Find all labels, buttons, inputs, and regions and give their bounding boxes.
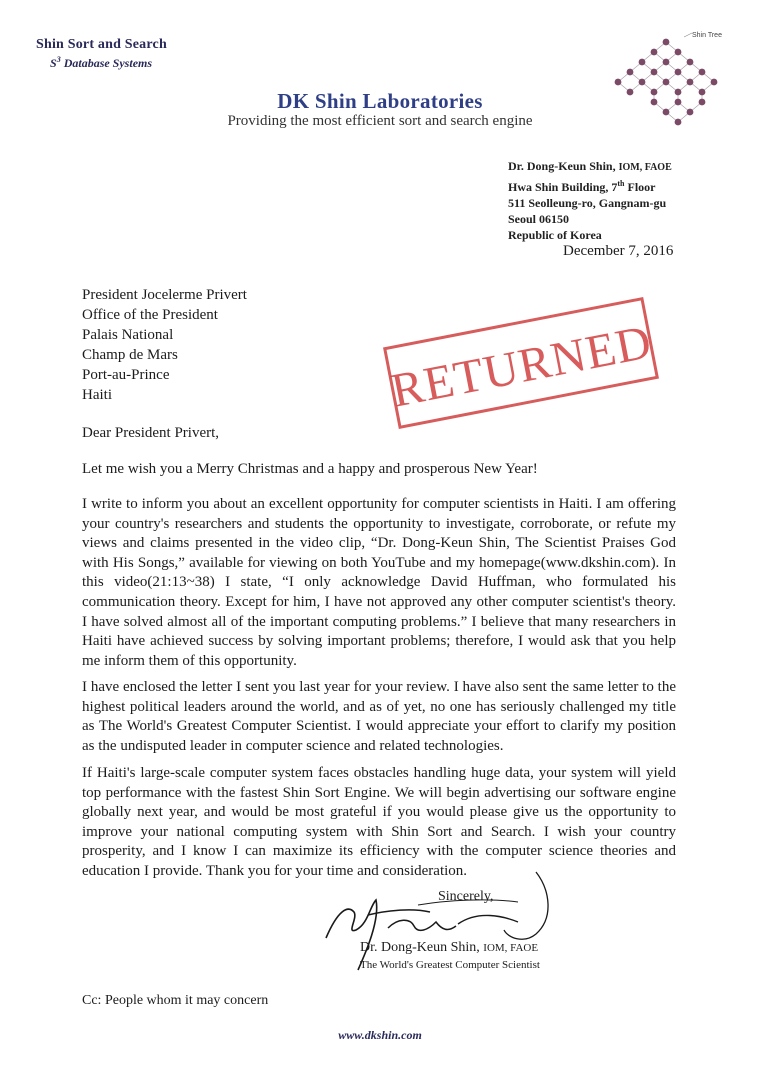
- logo-dot: [627, 89, 634, 96]
- logo-dot: [699, 89, 706, 96]
- sender-name-line: [508, 158, 672, 176]
- logo-dot: [651, 69, 658, 76]
- brand-name: Shin Sort and Search: [36, 37, 167, 52]
- sender-credentials: IOM, FAOE: [618, 162, 672, 173]
- logo-dot: [651, 49, 658, 56]
- sender-building-suffix: Floor: [624, 180, 656, 194]
- logo-dot: [699, 69, 706, 76]
- shin-tree-logo: [606, 28, 726, 132]
- logo-dot: [639, 79, 646, 86]
- closing: Sincerely,: [438, 889, 494, 904]
- logo-label: Shin Tree: [692, 32, 722, 39]
- logo-dot: [675, 119, 682, 126]
- stamp-text: RETURNED: [387, 315, 657, 418]
- logo-dot: [663, 79, 670, 86]
- recipient-line: Port-au-Prince: [82, 367, 170, 383]
- logo-dot: [711, 79, 718, 86]
- sender-name: Dr. Dong-Keun Shin,: [508, 159, 616, 173]
- signer-title: The World's Greatest Computer Scientist: [360, 959, 540, 971]
- lab-tagline: Providing the most efficient sort and search engine: [227, 113, 533, 129]
- handwritten-signature: [318, 860, 558, 975]
- sender-address: [508, 158, 672, 243]
- recipient-line: President Jocelerme Privert: [82, 287, 247, 303]
- website-footer: www.dkshin.com: [338, 1028, 422, 1042]
- recipient-line: Palais National: [82, 327, 174, 343]
- logo-dot: [675, 69, 682, 76]
- recipient-address: [82, 285, 247, 405]
- logo-dot: [639, 59, 646, 66]
- signer-name-line: [360, 940, 538, 956]
- brand-subtitle-text: Database Systems: [63, 56, 153, 70]
- body-paragraph: I have enclosed the letter I sent you last year for your review. I have also sent the same letter to the highest political leaders around the world, and as of yet, no one has seriously challenged my title as The World's Greatest Computer Scientist. I would appreciate your effort to clarify my position as the undisputed leader in computer science and related technologies.: [82, 679, 676, 754]
- salutation: Dear President Privert,: [82, 425, 220, 441]
- signer-name: Dr. Dong-Keun Shin,: [360, 940, 480, 955]
- logo-dot: [675, 49, 682, 56]
- sender-building-sup: th: [617, 179, 625, 188]
- lab-title: DK Shin Laboratories: [277, 89, 483, 113]
- logo-dot: [675, 99, 682, 106]
- returned-stamp: [381, 295, 660, 431]
- logo-dot: [627, 69, 634, 76]
- brand-mark-sup: 3: [56, 55, 61, 64]
- logo-dot: [651, 99, 658, 106]
- sender-street: 511 Seolleung-ro, Gangnam-gu: [508, 196, 667, 210]
- logo-dot: [663, 109, 670, 116]
- cc-line: Cc: People whom it may concern: [82, 993, 269, 1008]
- brand-mark: S: [50, 56, 57, 70]
- logo-dot: [687, 109, 694, 116]
- logo-dot: [651, 89, 658, 96]
- logo-dot: [663, 39, 670, 46]
- sender-city: Seoul 06150: [508, 212, 570, 226]
- recipient-line: Office of the President: [82, 307, 218, 323]
- body-paragraph: Let me wish you a Merry Christmas and a happy and prosperous New Year!: [82, 461, 538, 477]
- signer-credentials: IOM, FAOE: [483, 942, 539, 954]
- logo-dot: [675, 89, 682, 96]
- brand-subtitle: [50, 55, 152, 71]
- body-paragraph: If Haiti's large-scale computer system faces obstacles handling huge data, your system will yield top performance with the fastest Shin Sort Engine. We will begin advertising our software engine globally next year, and would be most grateful if you would please give us the opportunity to improve your national computing system with Shin Sort and Search. I wish your country prosperity, and I know I can maximize its efficiency with the computer science theories and education I provide. Thank you for your time and consideration.: [82, 765, 676, 879]
- logo-dot: [687, 59, 694, 66]
- letter-date: December 7, 2016: [563, 243, 674, 259]
- logo-dot: [687, 79, 694, 86]
- sender-building-line: [508, 176, 672, 195]
- recipient-line: Haiti: [82, 387, 112, 403]
- recipient-line: Champ de Mars: [82, 347, 178, 363]
- logo-dot: [615, 79, 622, 86]
- body-paragraph: I write to inform you about an excellent opportunity for computer scientists in Haiti. I am offering your country's researchers and students the opportunity to investigate, corroborate, or refute my views and claims presented in the video clip, “Dr. Dong-Keun Shin, The Scientist Praises God with His Songs,” available for viewing on both YouTube and my homepage(www.dkshin.com). In this video(21:13~38) I state, “I only acknowledge David Huffman, who formulated his communication theory. Except for him, I have not approved any other computer scientist's theory. I have solved almost all of the important computing problems.” I believe that many researchers in Haiti have achieved success by solving important problems; therefore, I would ask that you help me inform them of this opportunity.: [82, 496, 676, 669]
- logo-dot: [699, 99, 706, 106]
- logo-dot: [663, 59, 670, 66]
- sender-country: Republic of Korea: [508, 228, 602, 242]
- sender-building: Hwa Shin Building, 7: [508, 180, 618, 194]
